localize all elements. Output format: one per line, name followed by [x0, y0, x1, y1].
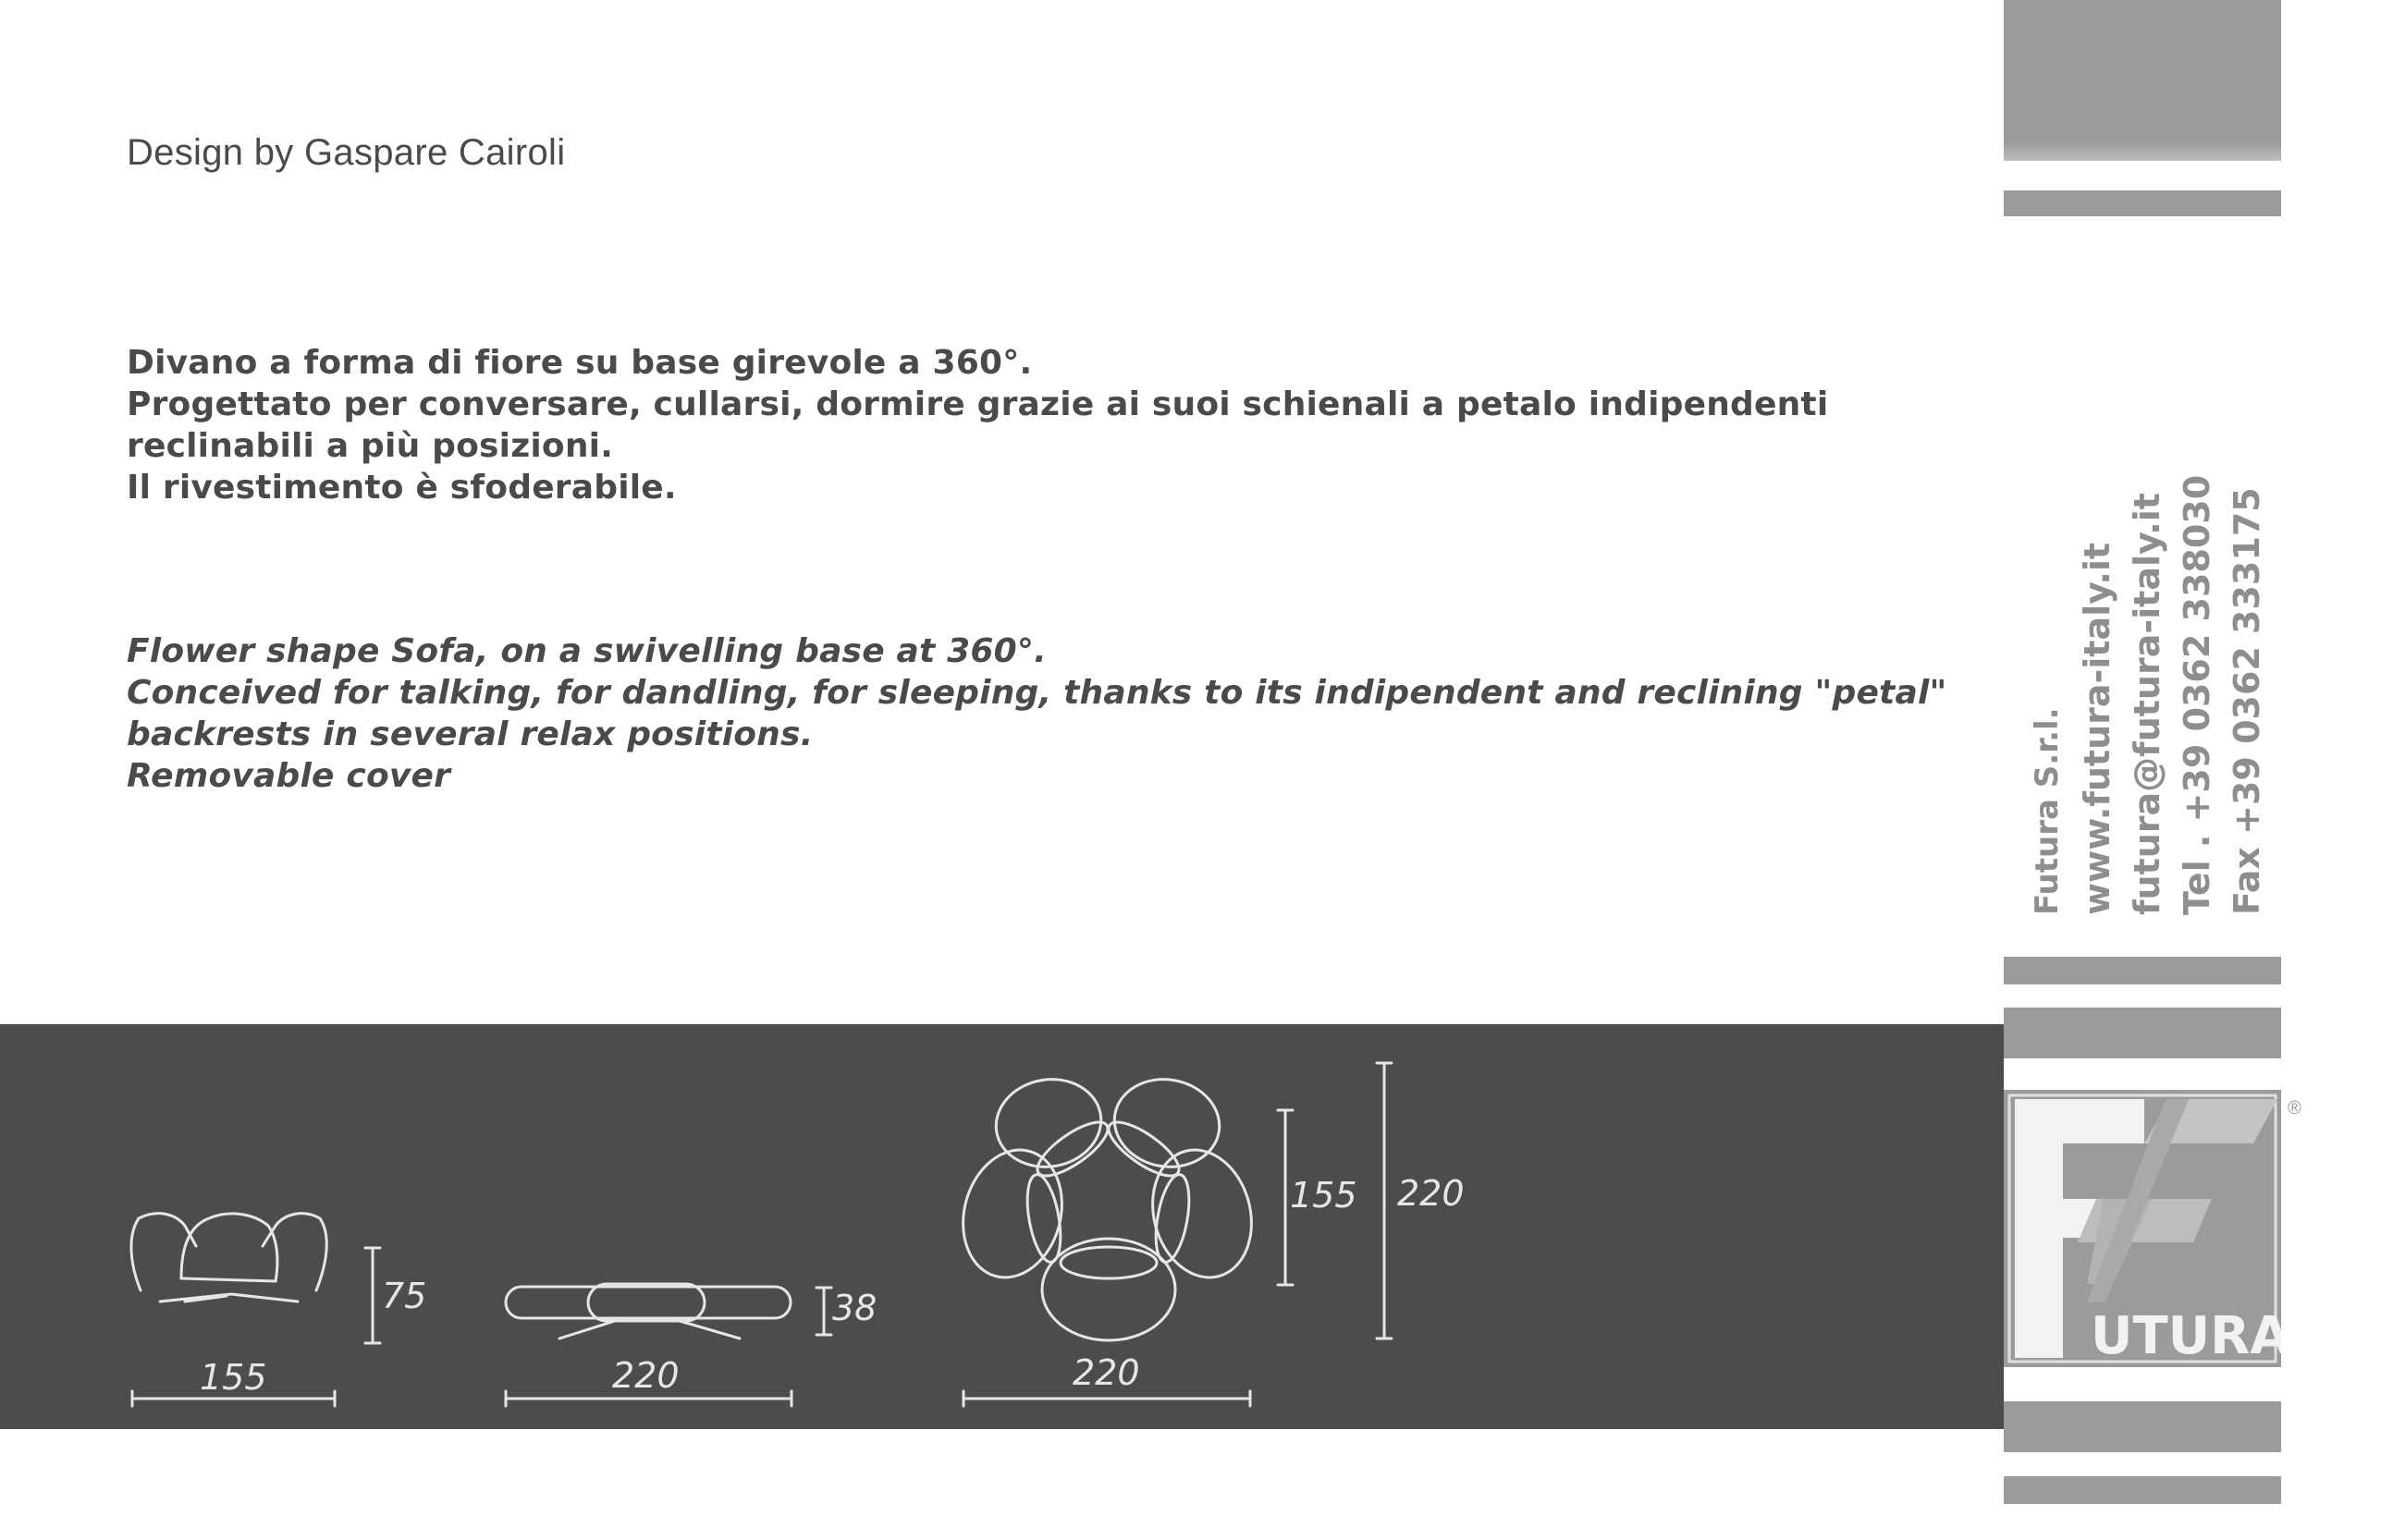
logo-text: UTURA	[2091, 1306, 2281, 1366]
sidebar-top-block	[2004, 0, 2281, 161]
phone-number: Tel . +39 0362 338030	[2177, 474, 2217, 915]
description-en-line: backrests in several relax positions.	[127, 715, 814, 753]
sidebar-stripe	[2004, 1401, 2281, 1452]
front-view-drawing	[131, 1214, 326, 1302]
front-width-label: 155	[200, 1357, 267, 1398]
side-height-label: 38	[832, 1288, 878, 1328]
front-height-dimension	[365, 1248, 380, 1343]
side-view-drawing	[506, 1284, 791, 1338]
description-italian	[127, 342, 1828, 508]
technical-drawings	[0, 1024, 2004, 1429]
fax-number: Fax +39 0362 333175	[2227, 487, 2267, 915]
top-width-label: 220	[1073, 1352, 1140, 1393]
description-en-line: Flower shape Sofa, on a swivelling base at 360°.	[127, 632, 1047, 670]
contact-info	[2022, 474, 2381, 915]
description-en-line: Conceived for talking, for dandling, for sleeping, thanks to its indipendent and reclining "petal"	[127, 674, 1947, 712]
top-inner-depth-label: 155	[1290, 1175, 1357, 1216]
top-width-dimension	[963, 1391, 1250, 1406]
description-it-line: Il rivestimento è sfoderabile.	[127, 469, 677, 507]
sidebar-stripe	[2004, 957, 2281, 984]
description-english	[127, 630, 1946, 797]
sidebar-stripe	[2004, 1008, 2281, 1058]
email-link[interactable]: futura@futura-italy.it	[2127, 493, 2167, 915]
description-it-line: Divano a forma di fiore su base girevole a 360°.	[127, 344, 1033, 382]
side-width-label: 220	[612, 1355, 680, 1396]
futura-logo-mark	[2004, 1090, 2281, 1367]
description-it-line: Progettato per conversare, cullarsi, dormire grazie ai suoi schienali a petalo indipendenti	[127, 385, 1829, 423]
top-view-drawing	[950, 1071, 1266, 1340]
designer-credit: Design by Gaspare Cairoli	[127, 132, 566, 173]
company-name: Futura S.r.l.	[2029, 707, 2066, 915]
sidebar-stripe	[2004, 1476, 2281, 1504]
website-link[interactable]: www.futura-italy.it	[2077, 542, 2117, 915]
sidebar-stripe	[2004, 190, 2281, 216]
description-en-line: Removable cover	[127, 757, 451, 795]
front-height-label: 75	[382, 1276, 427, 1316]
side-height-dimension	[816, 1288, 831, 1335]
dimensions-band	[0, 1024, 2004, 1429]
futura-logo	[2004, 1090, 2281, 1367]
top-outer-depth-label: 220	[1397, 1173, 1465, 1214]
top-outer-depth-dimension	[1377, 1063, 1392, 1338]
description-it-line: reclinabili a più posizioni.	[127, 427, 614, 465]
registered-mark: ®	[2288, 1098, 2301, 1118]
